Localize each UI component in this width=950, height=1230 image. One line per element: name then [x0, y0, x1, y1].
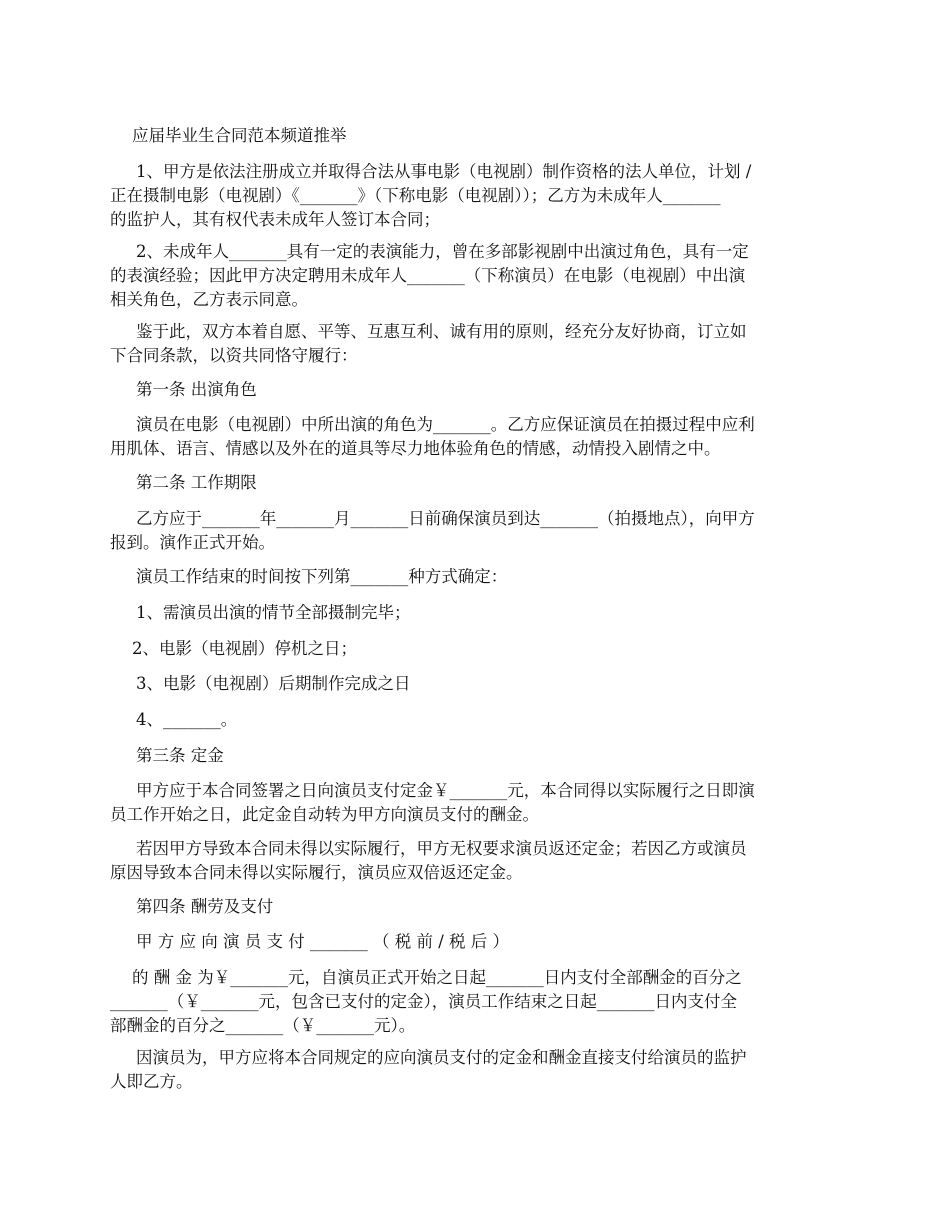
list-item-4: [110, 708, 830, 732]
text-line: 用肌体、语言、情感以及外在的道具等尽力地体验角色的情感，动情投入剧情之中。: [110, 439, 721, 458]
text-line: 因演员为，甲方应将本合同规定的应向演员支付的定金和酬金直接支付给演员的监护: [136, 1048, 747, 1067]
text-line: 乙方应于_______年_______月_______日前确保演员到达_______（拍摄地点），向甲方: [136, 509, 755, 528]
text-line: 的 酬 金 为￥_______元，自演员正式开始之日起_______日内支付全部酬金的百分之: [132, 968, 742, 987]
text-line: 相关角色，乙方表示同意。: [110, 290, 308, 309]
document-title: [110, 124, 830, 148]
text-line: 1、甲方是依法注册成立并取得合法从事电影（电视剧）制作资格的法人单位，计划 /: [136, 162, 752, 181]
text-line: 部酬金的百分之_______（￥_______元）。: [110, 1016, 416, 1035]
text-line: 第一条 出演角色: [136, 380, 257, 399]
section-heading-1: [110, 378, 830, 402]
text-line: 鉴于此，双方本着自愿、平等、互惠互利、诚有用的原则，经充分友好协商，订立如: [136, 322, 747, 341]
text-line: 的监护人，其有权代表未成年人签订本合同；: [110, 210, 440, 229]
section-heading-4: [110, 895, 830, 919]
paragraph-1: [110, 160, 830, 232]
paragraph-8: [110, 837, 830, 885]
paragraph-2: [110, 240, 830, 312]
text-line: 2、电影（电视剧）停机之日；: [132, 639, 357, 658]
paragraph-4: [110, 413, 830, 461]
section-heading-3: [110, 744, 830, 768]
text-line: 若因甲方导致本合同未得以实际履行，甲方无权要求演员返还定金；若因乙方或演员: [136, 839, 747, 858]
text-line: 第三条 定金: [136, 746, 224, 765]
text-line: 演员工作结束的时间按下列第_______种方式确定：: [136, 567, 508, 586]
text-line: 2、未成年人_______具有一定的表演能力，曾在多部影视剧中出演过角色，具有一定: [136, 242, 749, 261]
list-item-1: [110, 601, 830, 625]
text-line: 第四条 酬劳及支付: [136, 897, 274, 916]
paragraph-10: [110, 966, 830, 1038]
paragraph-3: [110, 320, 830, 368]
text-line: 3、电影（电视剧）后期制作完成之日: [136, 674, 411, 693]
paragraph-7: [110, 779, 830, 827]
text-line: 下合同条款，以资共同恪守履行：: [110, 346, 358, 365]
text-line: 正在摄制电影（电视剧）《_______》（下称电影（电视剧））；乙方为未成年人_______: [110, 186, 721, 205]
paragraph-5: [110, 507, 830, 555]
paragraph-11: [110, 1046, 830, 1094]
list-item-3: [110, 672, 830, 696]
text-line: 的表演经验；因此甲方决定聘用未成年人_______（下称演员）在电影（电视剧）中出演: [110, 266, 746, 285]
text-line: _______（￥_______元，包含已支付的定金），演员工作结束之日起_______日内支付全: [110, 992, 737, 1011]
text-line: 员工作开始之日，此定金自动转为甲方向演员支付的酬金。: [110, 805, 539, 824]
text-line: 4、_______。: [136, 710, 238, 729]
text-line: 报到。演作正式开始。: [110, 533, 275, 552]
paragraph-9: [110, 930, 830, 954]
text-line: 甲方应于本合同签署之日向演员支付定金￥_______元，本合同得以实际履行之日即演: [136, 781, 755, 800]
text-line: 原因导致本合同未得以实际履行，演员应双倍返还定金。: [110, 863, 523, 882]
text-line: 人即乙方。: [110, 1072, 193, 1091]
section-heading-2: [110, 471, 830, 495]
list-item-2: [110, 637, 830, 661]
text-line: 1、需演员出演的情节全部摄制完毕；: [136, 603, 411, 622]
text-line: 第二条 工作期限: [136, 473, 257, 492]
text-line: 甲 方 应 向 演 员 支 付 _______ （ 税 前 / 税 后 ）: [136, 932, 509, 951]
paragraph-6: [110, 565, 830, 589]
text-line: 演员在电影（电视剧）中所出演的角色为_______。乙方应保证演员在拍摄过程中应利: [136, 415, 755, 434]
text-line: 应届毕业生合同范本频道推举: [132, 126, 347, 145]
